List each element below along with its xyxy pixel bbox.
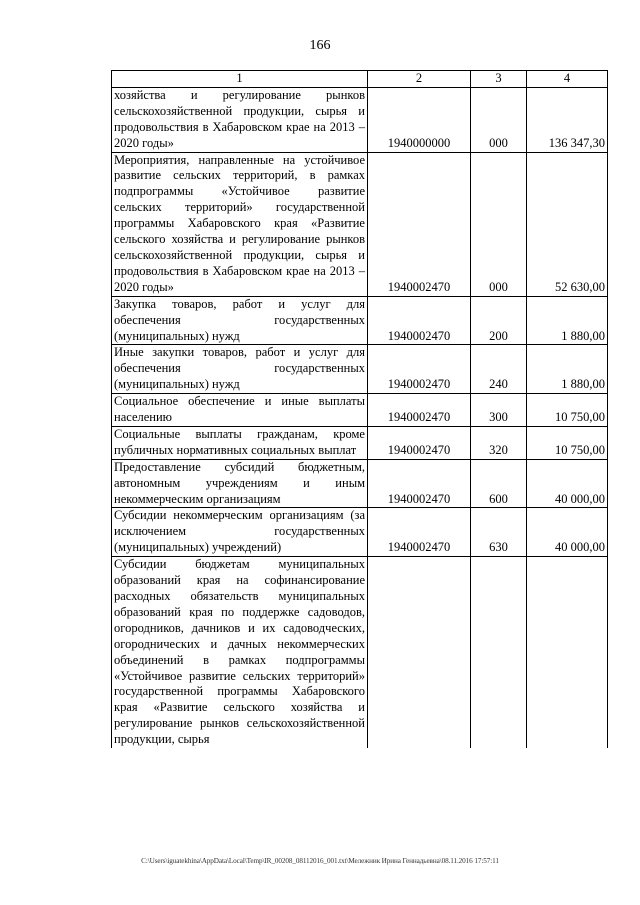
row-amount: [527, 557, 608, 748]
row-expense-type: 600: [471, 459, 527, 508]
row-expense-type: 000: [471, 87, 527, 152]
row-amount: 1 880,00: [527, 345, 608, 394]
row-target-code: 1940002470: [368, 508, 471, 557]
table-row: [112, 296, 608, 345]
row-name: Социальное обеспечение и иные выплаты населению: [112, 394, 368, 427]
table-row: [112, 557, 608, 748]
row-expense-type: 240: [471, 345, 527, 394]
row-amount: 136 347,30: [527, 87, 608, 152]
table-row: [112, 426, 608, 459]
table-header: [112, 71, 608, 88]
row-amount: 10 750,00: [527, 426, 608, 459]
table-row: [112, 394, 608, 427]
row-expense-type: 000: [471, 152, 527, 296]
row-amount: 40 000,00: [527, 508, 608, 557]
row-name: Иные закупки товаров, работ и услуг для обеспечения государственных (муниципальных) нужд: [112, 345, 368, 394]
row-expense-type: 320: [471, 426, 527, 459]
column-header-4: 4: [527, 71, 608, 88]
column-header-1: 1: [112, 71, 368, 88]
row-name: Субсидии некоммерческим организациям (за исключением государственных (муниципальных) учреждений): [112, 508, 368, 557]
row-expense-type: 630: [471, 508, 527, 557]
row-name: Мероприятия, направленные на устойчивое развитие сельских территорий, в рамках подпрограммы «Устойчивое развитие сельских территорий» государственной программы Хабаровского края «Развитие сельского хозяйства и регулирование рынков сельскохозяйственной продукции, сырья и продовольствия в Хабаровском крае на 2013 – 2020 годы»: [112, 152, 368, 296]
column-header-2: 2: [368, 71, 471, 88]
row-name: Субсидии бюджетам муниципальных образований края на софинансирование расходных обязательств муниципальных образований края по поддержке садоводов, огородников, дачников и их садоводческих, огороднических и дачных некоммерческих объединений в рамках подпрограммы «Устойчивое развитие сельских территорий» государственной программы Хабаровского края «Развитие сельского хозяйства и регулирование рынков сельскохозяйственной продукции, сырья: [112, 557, 368, 748]
row-name: Предоставление субсидий бюджетным, автономным учреждениям и иным некоммерческим организациям: [112, 459, 368, 508]
row-target-code: 1940000000: [368, 87, 471, 152]
row-name: хозяйства и регулирование рынков сельскохозяйственной продукции, сырья и продовольствия в Хабаровском крае на 2013 – 2020 годы»: [112, 87, 368, 152]
row-target-code: 1940002470: [368, 152, 471, 296]
row-target-code: 1940002470: [368, 426, 471, 459]
row-name: Социальные выплаты гражданам, кроме публичных нормативных социальных выплат: [112, 426, 368, 459]
budget-table: [111, 70, 608, 748]
row-amount: 1 880,00: [527, 296, 608, 345]
row-target-code: 1940002470: [368, 296, 471, 345]
row-expense-type: 300: [471, 394, 527, 427]
row-amount: 52 630,00: [527, 152, 608, 296]
row-amount: 40 000,00: [527, 459, 608, 508]
page-number: 166: [309, 38, 331, 53]
header-row: [112, 71, 608, 88]
row-target-code: 1940002470: [368, 459, 471, 508]
row-target-code: [368, 557, 471, 748]
row-target-code: 1940002470: [368, 345, 471, 394]
table-row: [112, 152, 608, 296]
table-row: [112, 459, 608, 508]
column-header-3: 3: [471, 71, 527, 88]
table-row: [112, 345, 608, 394]
table-row: [112, 87, 608, 152]
row-expense-type: [471, 557, 527, 748]
row-amount: 10 750,00: [527, 394, 608, 427]
row-target-code: 1940002470: [368, 394, 471, 427]
file-path-footer: C:\Users\iguatekhina\AppData\Local\Temp\IR_00208_08112016_001.txt\Мележник Ирина Геннадьевна\08.11.2016 17:57:11: [141, 857, 499, 865]
row-name: Закупка товаров, работ и услуг для обеспечения государственных (муниципальных) нужд: [112, 296, 368, 345]
table-row: [112, 508, 608, 557]
row-expense-type: 200: [471, 296, 527, 345]
